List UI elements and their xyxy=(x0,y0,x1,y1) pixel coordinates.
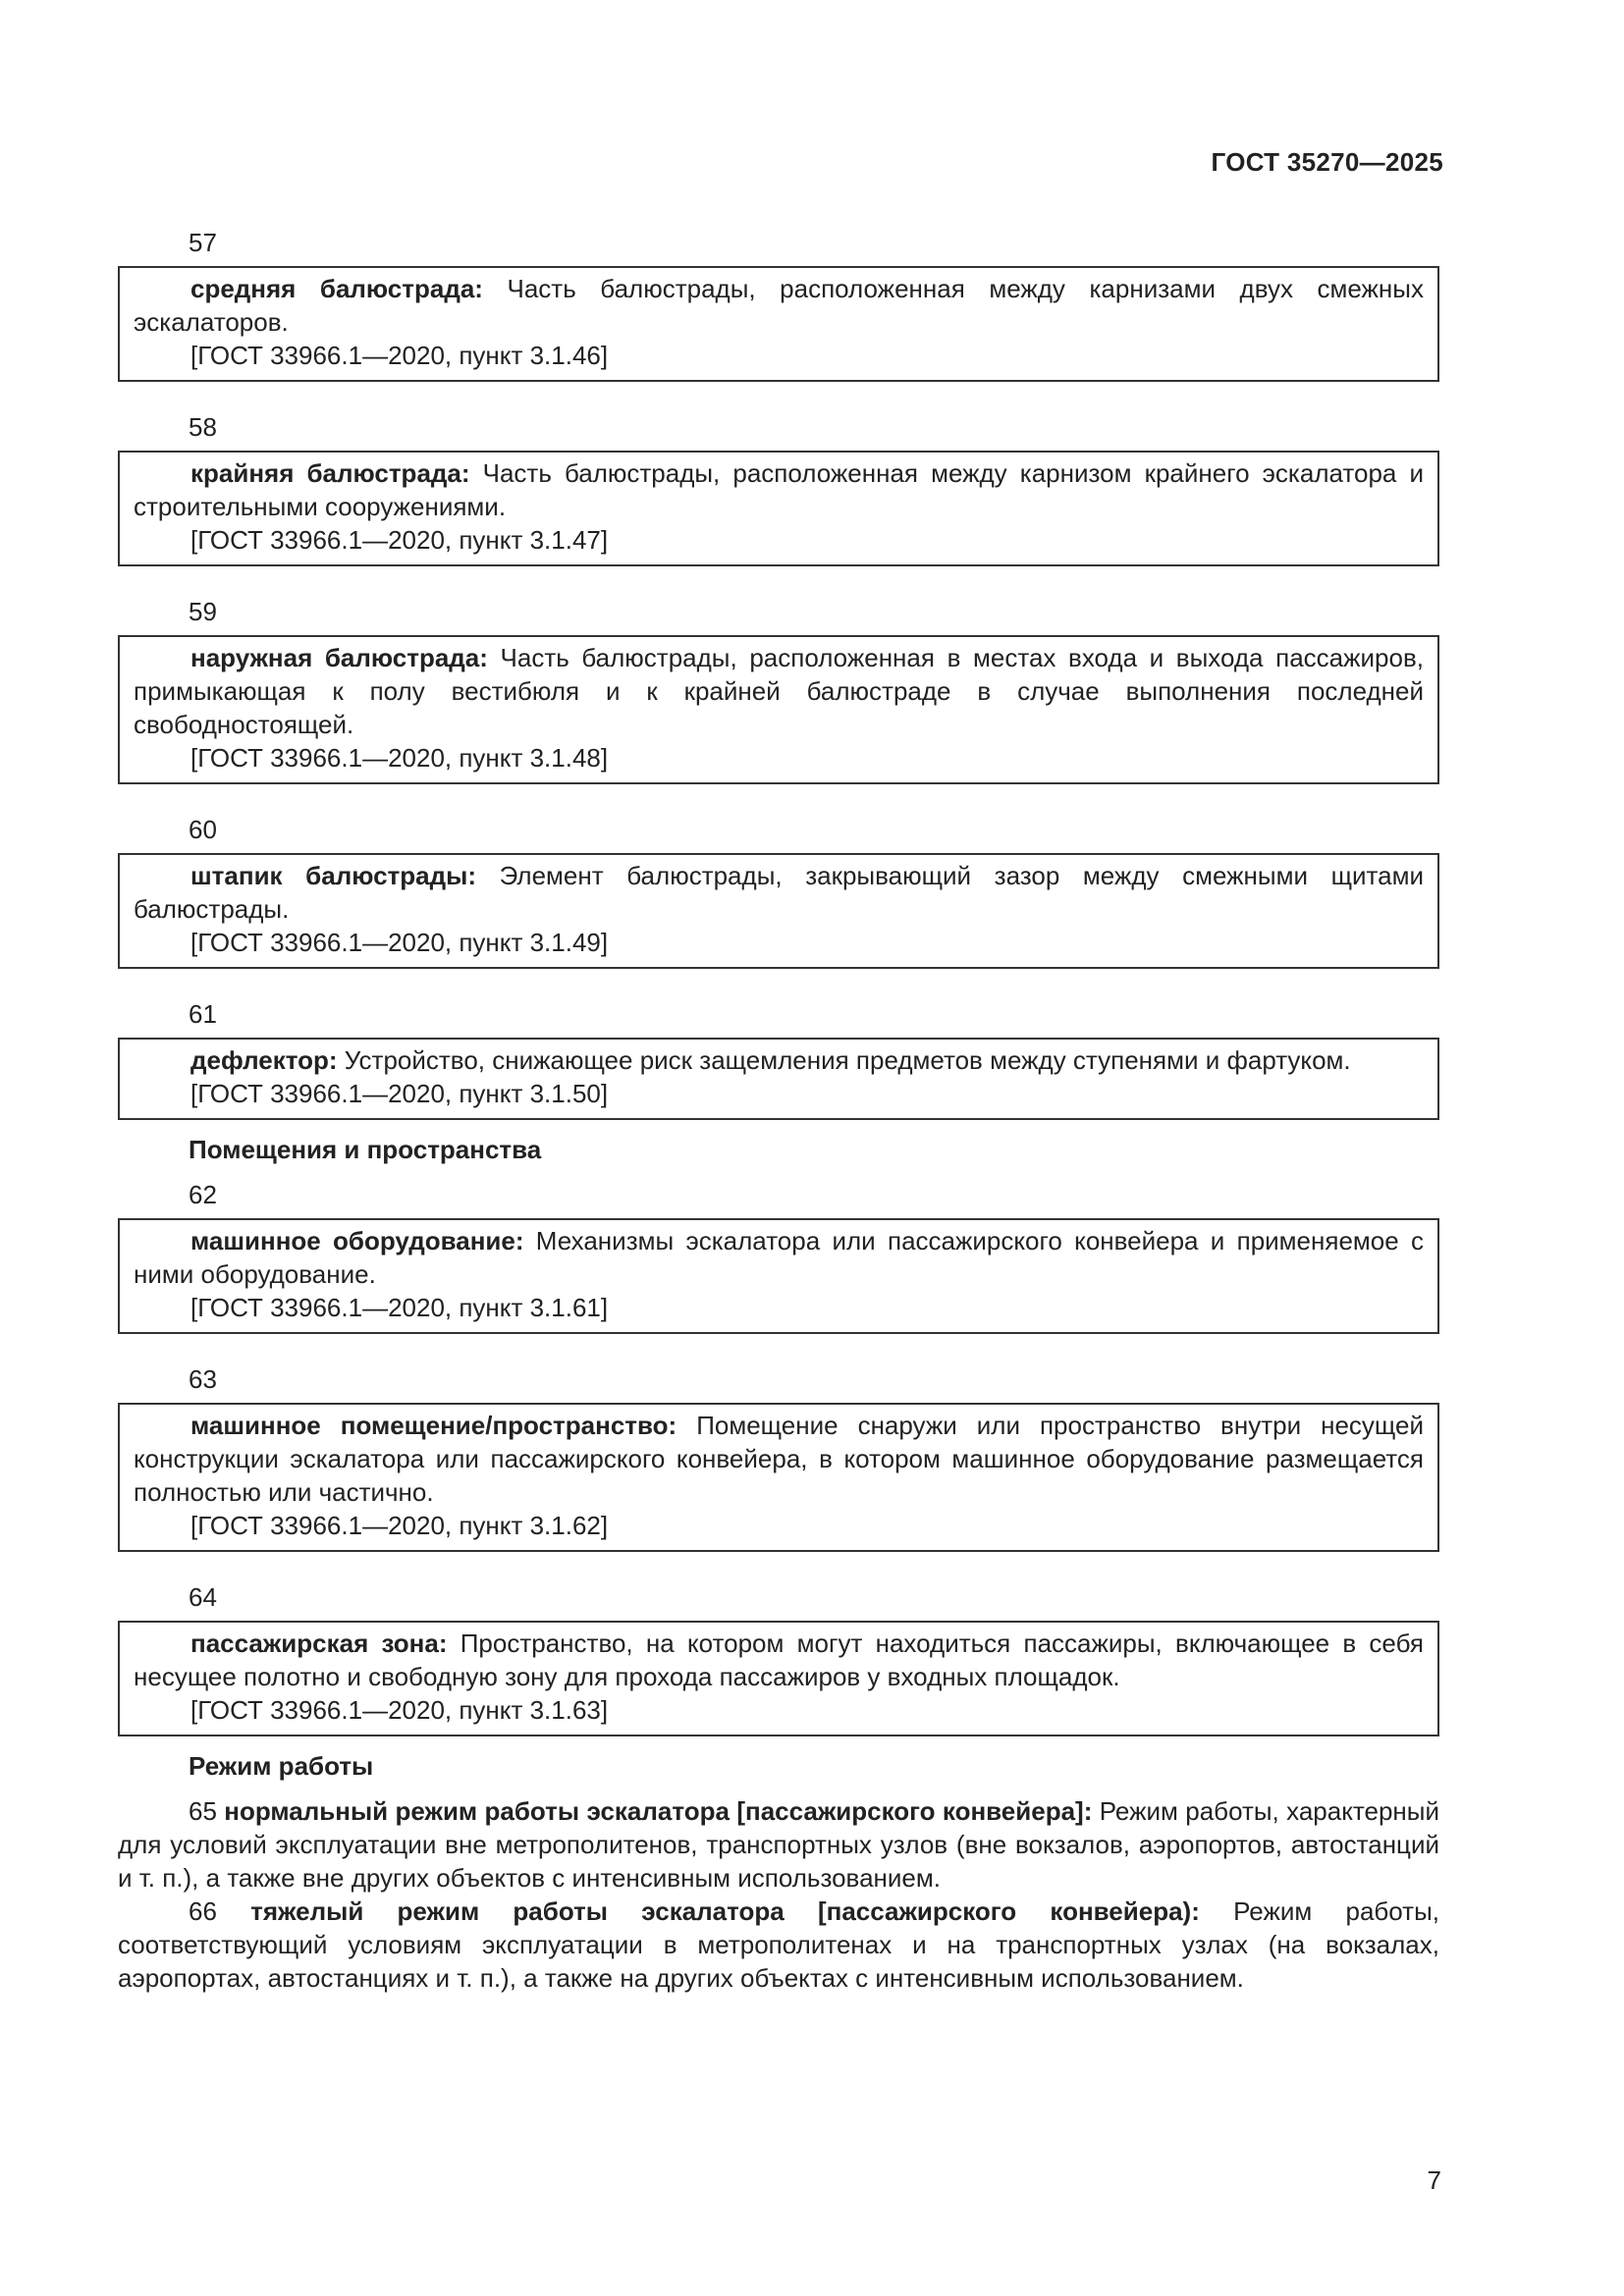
term-source: [ГОСТ 33966.1—2020, пункт 3.1.62] xyxy=(190,1511,609,1540)
term-name: тяжелый режим работы эскалатора [пассажирского конвейера): xyxy=(250,1896,1200,1926)
term-definition-text: Режим работы, соответствующий условиям эксплуатации в метрополитенах и на транспортных узлах (на вокзалах, аэропортах, автостанциях и т. п.), а также на других объектах с интенсивным использованием. xyxy=(118,1896,1440,1993)
term-source: [ГОСТ 33966.1—2020, пункт 3.1.61] xyxy=(190,1293,609,1322)
term-box xyxy=(118,1038,1439,1120)
term-source: [ГОСТ 33966.1—2020, пункт 3.1.48] xyxy=(190,743,609,773)
term-definition xyxy=(134,456,1424,523)
term-name: дефлектор: xyxy=(190,1045,338,1075)
term-source: [ГОСТ 33966.1—2020, пункт 3.1.49] xyxy=(190,928,609,957)
term-box xyxy=(118,266,1439,382)
term-name: штапик балюстрады: xyxy=(190,861,476,890)
page-content xyxy=(118,226,1439,1995)
term-source: [ГОСТ 33966.1—2020, пункт 3.1.46] xyxy=(190,341,609,370)
term-number: 57 xyxy=(189,228,217,257)
term-definition-text: Часть балюстрады, расположенная между карнизами двух смежных эскалаторов. xyxy=(134,274,1424,337)
term-definition xyxy=(134,641,1424,741)
term-number: 61 xyxy=(189,999,217,1029)
term-box xyxy=(118,1621,1439,1736)
section-heading: Помещения и пространства xyxy=(189,1135,542,1164)
term-box xyxy=(118,853,1439,969)
term-definition xyxy=(134,272,1424,339)
page-number: 7 xyxy=(1427,2165,1441,2195)
term-definition-text: Часть балюстрады, расположенная между карнизом крайнего эскалатора и строительными сооружениями. xyxy=(134,458,1424,521)
term-name: крайняя балюстрада: xyxy=(190,458,470,488)
term-name: средняя балюстрада: xyxy=(190,274,483,303)
term-name: нормальный режим работы эскалатора [пассажирского конвейера]: xyxy=(224,1796,1093,1826)
term-definition-text: Часть балюстрады, расположенная в местах входа и выхода пассажиров, примыкающая к полу вестибюля и к крайней балюстраде в случае выполнения последней свободностоящей. xyxy=(134,643,1424,739)
term-name: наружная балюстрада: xyxy=(190,643,488,672)
section-heading: Режим работы xyxy=(189,1751,374,1781)
term-box xyxy=(118,451,1439,566)
term-definition-text: Режим работы, характерный для условий эксплуатации вне метрополитенов, транспортных узлов (вне вокзалов, аэропортов, автостанций и т. п.), а также вне других объектов с интенсивным использованием. xyxy=(118,1796,1439,1893)
term-number: 64 xyxy=(189,1582,217,1612)
term-number: 65 xyxy=(189,1796,217,1826)
term-box xyxy=(118,1218,1439,1334)
term-source: [ГОСТ 33966.1—2020, пункт 3.1.47] xyxy=(190,525,609,555)
term-entry xyxy=(118,1895,1439,1995)
document-designation: ГОСТ 35270—2025 xyxy=(1211,147,1443,177)
term-name: машинное помещение/пространство: xyxy=(190,1411,677,1440)
term-name: пассажирская зона: xyxy=(190,1629,448,1658)
term-source: [ГОСТ 33966.1—2020, пункт 3.1.50] xyxy=(190,1079,609,1108)
term-number: 62 xyxy=(189,1180,217,1209)
term-definition-text: Элемент балюстрады, закрывающий зазор между смежными щитами балюстрады. xyxy=(134,861,1424,924)
term-number: 63 xyxy=(189,1364,217,1394)
term-definition xyxy=(134,1627,1424,1693)
term-box xyxy=(118,1403,1439,1552)
term-number: 60 xyxy=(189,815,217,844)
term-definition-text: Пространство, на котором могут находиться пассажиры, включающее в себя несущее полотно и свободную зону для прохода пассажиров у входных площадок. xyxy=(134,1629,1425,1691)
term-number: 59 xyxy=(189,597,217,626)
term-definition-text: Устройство, снижающее риск защемления предметов между ступенями и фартуком. xyxy=(337,1045,1351,1075)
term-definition xyxy=(134,859,1424,926)
term-entry xyxy=(118,1794,1439,1895)
term-name: машинное оборудование: xyxy=(190,1226,524,1255)
term-source: [ГОСТ 33966.1—2020, пункт 3.1.63] xyxy=(190,1695,609,1725)
term-box xyxy=(118,635,1439,784)
term-number: 66 xyxy=(189,1896,217,1926)
term-definition-text: Помещение снаружи или пространство внутри несущей конструкции эскалатора или пассажирского конвейера, в котором машинное оборудование размещается полностью или частично. xyxy=(134,1411,1424,1507)
term-number: 58 xyxy=(189,412,217,442)
term-definition xyxy=(134,1043,1424,1077)
term-definition-text: Механизмы эскалатора или пассажирского конвейера и применяемое с ними оборудование. xyxy=(134,1226,1424,1289)
term-definition xyxy=(134,1409,1424,1509)
term-definition xyxy=(134,1224,1424,1291)
